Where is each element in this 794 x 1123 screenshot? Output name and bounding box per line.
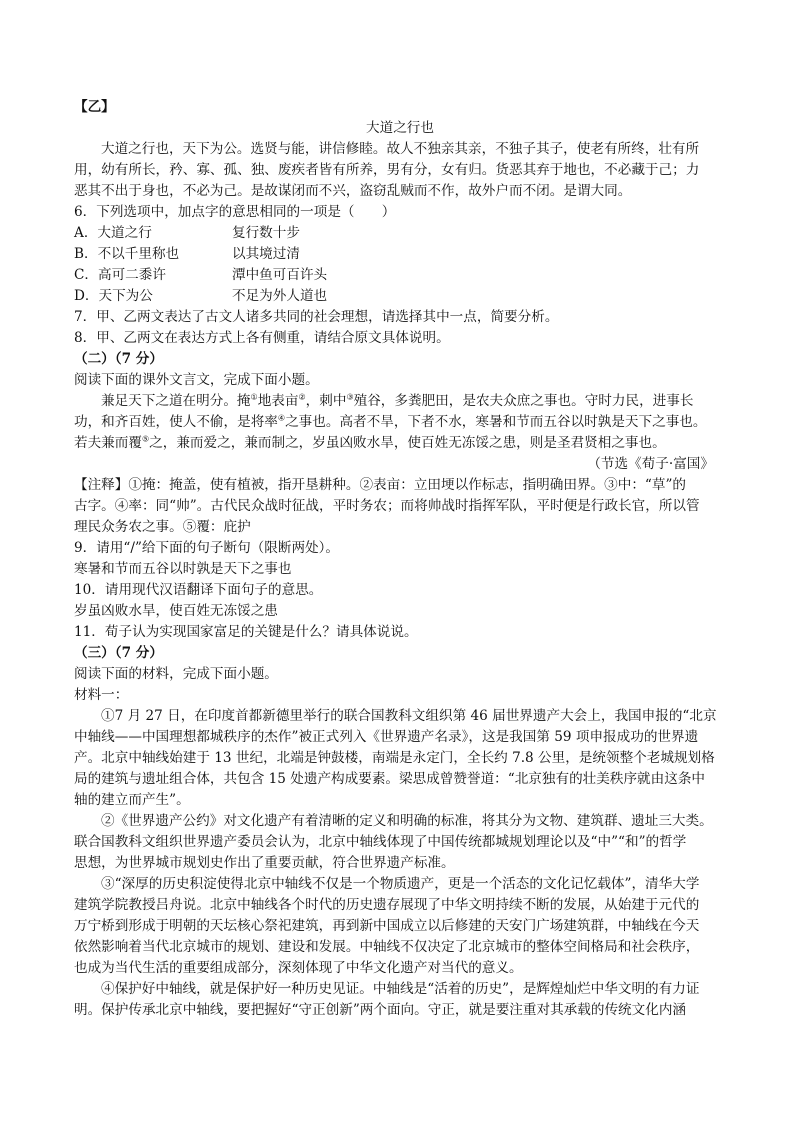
section-3-heading: （三）（7 分） <box>74 645 163 661</box>
passage-line: 大道之行也，天下为公。选贤与能，讲信修睦。故人不独亲其亲，不独子其子，使老有所终，壮有所 <box>101 141 700 157</box>
option-a-label: A．大道之行 <box>74 225 152 241</box>
passage-line: 恶其不出于身也，不必为己。是故谋闭而不兴，盗窃乱贼而不作，故外户而不闭。是谓大同。 <box>74 183 632 199</box>
paragraph-1-line: 中轴线——中国理想都城秩序的杰作”被正式列入《世界遗产名录》，这是我国第 59 项申报成功的世界遗 <box>74 729 699 745</box>
source-citation: （节选《荀子·富国》 <box>587 456 714 472</box>
text-run: 地表亩 <box>257 393 299 409</box>
xunzi-line-2 <box>74 412 726 432</box>
paragraph-4-line: 明。保护传承北京中轴线，要把握好“守正创新”两个面向。守正，就是要注重对其承载的传统文化内涵 <box>74 1002 687 1018</box>
text-run: 之事也。高者不旱，下者不水，寒暑和节而五谷以时孰是天下之事也。 <box>285 414 707 430</box>
paragraph-2-line: 联合国教科文组织世界遗产委员会认为，北京中轴线体现了中国传统都城规划理论以及“中”“和”的哲学 <box>74 834 687 850</box>
paragraph-4-line: ④保护好中轴线，就是保护好一种历史见证。中轴线是“活着的历史”，是辉煌灿烂中华文明的有力证 <box>101 981 700 997</box>
question-10: 10．请用现代汉语翻译下面句子的意思。 <box>74 582 323 598</box>
question-10-text: 岁虽凶败水旱，使百姓无冻馁之患 <box>74 603 278 619</box>
text-run: ，刺中 <box>305 393 347 409</box>
question-7: 7．甲、乙两文表达了古文人诸多共同的社会理想，请选择其中一点，简要分析。 <box>74 309 559 325</box>
question-8: 8．甲、乙两文在表达方式上各有侧重，请结合原文具体说明。 <box>74 330 450 346</box>
option-a-pair: 复行数十步 <box>232 225 300 241</box>
option-b-pair: 以其境过清 <box>232 246 300 262</box>
footnote-mark: ⑤ <box>141 434 150 444</box>
passage-line: 用，幼有所长，矜、寡、孤、独、废疾者皆有所养，男有分，女有归。货恶其弃于地也，不必藏于己；力 <box>74 162 700 178</box>
text-run: 殖谷，多粪肥田，是农夫众庶之事也。守时力民，进事长 <box>353 393 694 409</box>
paragraph-2-line: 思想，为世界城市规划史作出了重要贡献，符合世界遗产标准。 <box>74 855 455 871</box>
paragraph-1-line: 产。北京中轴线始建于 13 世纪，北端是钟鼓楼，南端是永定门，全长约 7.8 公里，是统领整个老城规划格 <box>74 750 715 766</box>
question-9-text: 寒暑和节而五谷以时孰是天下之事也 <box>74 561 292 577</box>
footnote-mark: ① <box>250 392 258 402</box>
paragraph-1-line: ①7 月 27 日，在印度首都新德里举行的联合国教科文组织第 46 届世界遗产大会上，我国申报的“北京 <box>101 708 717 724</box>
paragraph-3-line: 依然影响着当代北京城市的规划、建设和发展。中轴线不仅决定了北京城市的整体空间格局和社会秩序， <box>74 939 700 955</box>
option-d-label: D．天下为公 <box>74 288 153 304</box>
section-2-instruction: 阅读下面的课外文言文，完成下面小题。 <box>74 372 319 388</box>
option-c-pair: 潭中鱼可百许头 <box>232 267 328 283</box>
xunzi-line-1 <box>101 391 726 411</box>
notes-line: 理民众务农之事。⑤覆：庇护 <box>74 519 251 535</box>
text-run: 之，兼而爱之，兼而制之，岁虽凶败水旱，使百姓无冻馁之患，则是圣君贤相之事也。 <box>149 435 666 451</box>
paragraph-3-line: ③“深厚的历史积淀使得北京中轴线不仅是一个物质遗产，更是一个活态的文化记忆载体”，清华大学 <box>101 876 700 892</box>
section-2-heading: （二）（7 分） <box>74 351 163 367</box>
section-label-yi: 【乙】 <box>74 99 115 115</box>
paragraph-1-line: 局的建筑与遗址组合体，共包含 15 处遗产构成要素。梁思成曾赞誉道：“北京独有的壮美秩序就由这条中 <box>74 771 706 787</box>
option-c-label: C．高可二黍许 <box>74 267 166 283</box>
paragraph-1-line: 轴的建立而产生”。 <box>74 792 190 808</box>
paragraph-2-line: ②《世界遗产公约》对文化遗产有着清晰的定义和明确的标准，将其分为文物、建筑群、遗址三大类。 <box>101 813 713 829</box>
footnote-mark: ③ <box>346 392 354 402</box>
option-b-label: B．不以千里称也 <box>74 246 180 262</box>
paragraph-3-line: 建筑学院教授吕舟说。北京中轴线各个时代的历史遗存展现了中华文明持续不断的发展，从始建于元代的 <box>74 897 700 913</box>
notes-line: 【注释】①掩：掩盖，使有植被，指开垦耕种。②表亩：立田埂以作标志，指明确田界。③中：“草”的 <box>74 477 687 493</box>
footnote-mark: ② <box>298 392 306 402</box>
xunzi-line-3 <box>74 433 726 453</box>
section-3-instruction: 阅读下面的材料，完成下面小题。 <box>74 666 278 682</box>
text-run: 兼足天下之道在明分。掩 <box>101 393 251 409</box>
question-6: 6．下列选项中，加点字的意思相同的一项是（ ） <box>74 204 396 220</box>
material-1-label: 材料一： <box>74 687 129 703</box>
notes-line: 古字。④率：同“帅”。古代民众战时征战，平时务农；而将帅战时指挥军队，平时便是行政长官，所以管 <box>74 498 700 514</box>
paragraph-3-line: 万宁桥到形成于明朝的天坛核心祭祀建筑，再到新中国成立以后修建的天安门广场建筑群，中轴线在今天 <box>74 918 700 934</box>
option-d-pair: 不足为外人道也 <box>232 288 328 304</box>
text-run: 功，和齐百姓，使人不偷，是将率 <box>74 414 278 430</box>
footnote-mark: ④ <box>277 413 286 423</box>
passage-title: 大道之行也 <box>366 120 434 136</box>
text-run: 若夫兼而覆 <box>74 435 142 451</box>
question-11: 11．荀子认为实现国家富足的关键是什么？请具体说说。 <box>74 624 418 640</box>
question-9: 9．请用“/”给下面的句子断句（限断两处）。 <box>74 540 340 556</box>
paragraph-3-line: 也成为当代生活的重要组成部分，深刻体现了中华文化遗产对当代的意义。 <box>74 960 523 976</box>
